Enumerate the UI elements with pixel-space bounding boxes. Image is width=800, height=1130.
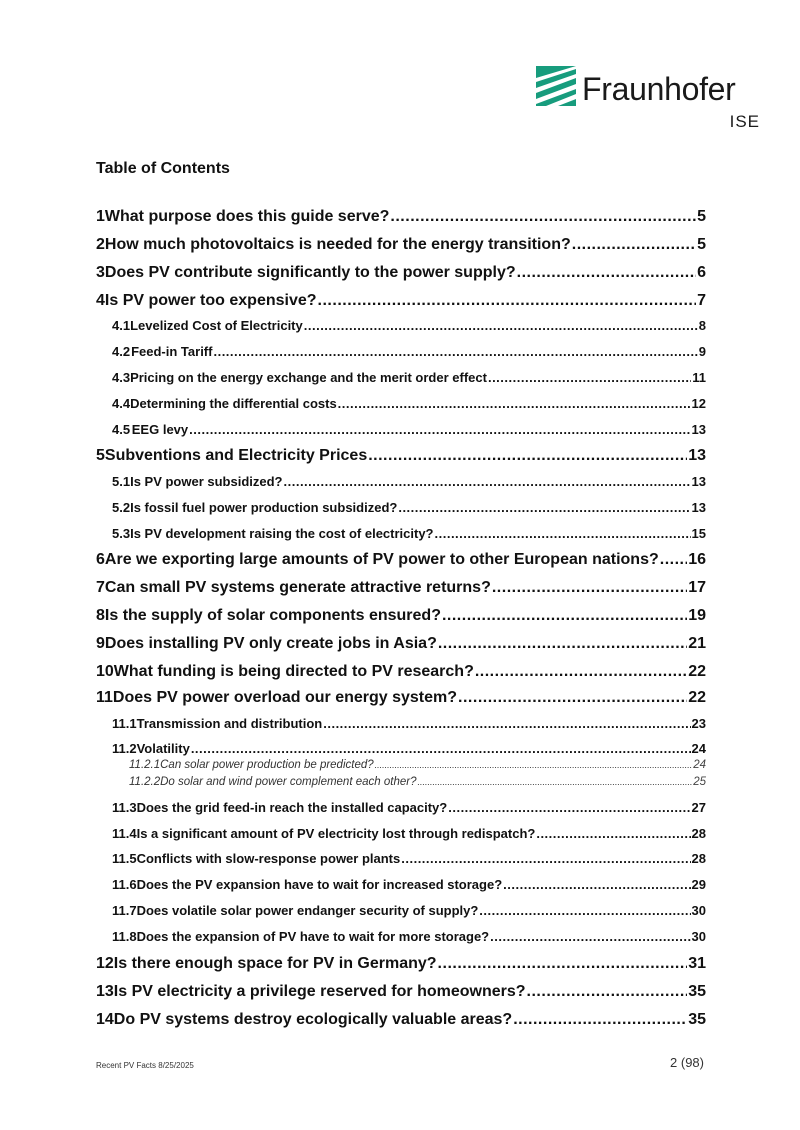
toc-entry[interactable]: [96, 759, 706, 771]
toc-entry[interactable]: [96, 1011, 706, 1029]
toc-entry-page: 19: [688, 607, 706, 624]
toc-entry-title: Conflicts with slow-response power plants: [136, 851, 401, 866]
toc-entry-title: Does volatile solar power endanger security of supply?: [136, 903, 479, 918]
toc-entry-dot-leader: [401, 851, 690, 864]
toc-entry-dot-leader: [390, 208, 696, 224]
toc-entry-page: 24: [693, 759, 706, 771]
toc-entry-page: 21: [688, 635, 706, 652]
toc-entry-dot-leader: [488, 370, 691, 383]
toc-entry[interactable]: [96, 741, 706, 756]
toc-entry-dot-leader: [323, 716, 690, 729]
toc-entry-title: Feed-in Tariff: [131, 344, 213, 359]
toc-entry-title: Can solar power production be predicted?: [160, 759, 374, 771]
toc-entry-title: Is PV power too expensive?: [104, 292, 317, 309]
toc-entry-title: Does the grid feed-in reach the installed capacity?: [136, 800, 448, 815]
toc-entry-page: 28: [691, 826, 706, 841]
logo-sub: ISE: [729, 112, 760, 131]
fraunhofer-logo-mark-icon: [536, 66, 576, 106]
toc-entry-number: 4.1: [112, 318, 131, 333]
toc-entry-title: Is the supply of solar components ensured?: [104, 607, 441, 624]
toc-entry-number: 11.6: [112, 877, 137, 892]
toc-entry[interactable]: [96, 370, 706, 385]
toc-entry-number: 5.2: [112, 500, 131, 515]
toc-entry-page: 30: [691, 929, 706, 944]
toc-entry-page: 30: [691, 903, 706, 918]
toc-entry-number: 11.7: [112, 903, 137, 918]
footer-page-number: 2 (98): [670, 1055, 704, 1070]
toc-entry-page: 6: [697, 264, 706, 281]
toc-title: Table of Contents: [96, 160, 230, 177]
toc-entry-number: 5: [96, 447, 105, 464]
toc-entry[interactable]: [96, 579, 706, 597]
toc-entry-page: 13: [691, 474, 706, 489]
toc-entry-page: 23: [691, 716, 706, 731]
toc-entry-dot-leader: [660, 551, 687, 567]
toc-entry-dot-leader: [490, 929, 690, 942]
toc-entry-number: 11.2.2: [129, 776, 161, 788]
toc-entry[interactable]: [96, 500, 706, 515]
toc-entry-title: Is PV power subsidized?: [130, 474, 283, 489]
toc-entry-number: 13: [96, 983, 114, 1000]
toc-entry-page: 31: [688, 955, 706, 972]
toc-entry[interactable]: [96, 474, 706, 489]
toc-entry-page: 15: [691, 526, 706, 541]
toc-entry-dot-leader: [479, 903, 690, 916]
toc-entry-dot-leader: [458, 689, 687, 705]
toc-entry-title: Is there enough space for PV in Germany?: [113, 955, 437, 972]
toc-entry-page: 28: [691, 851, 706, 866]
toc-entry-page: 8: [698, 318, 706, 333]
toc-entry-title: Does PV power overload our energy system?: [112, 689, 458, 706]
toc-entry-dot-leader: [442, 607, 687, 623]
toc-entry[interactable]: [96, 607, 706, 625]
toc-entry-number: 11.2: [112, 741, 137, 756]
toc-entry[interactable]: [96, 689, 706, 707]
toc-entry-page: 25: [693, 776, 706, 788]
fraunhofer-logo: [536, 66, 766, 136]
toc-entry-number: 14: [96, 1011, 114, 1028]
toc-entry-title: Determining the differential costs: [130, 396, 337, 411]
toc-entry-title: Levelized Cost of Electricity: [130, 318, 303, 333]
toc-entry-title: Can small PV systems generate attractive returns?: [104, 579, 491, 596]
toc-entry-dot-leader: [304, 318, 698, 331]
toc-entry-dot-leader: [189, 422, 690, 435]
toc-entry[interactable]: [96, 776, 706, 788]
toc-entry-page: 7: [697, 292, 706, 309]
toc-entry-title: How much photovoltaics is needed for the energy transition?: [104, 236, 571, 253]
toc-entry-page: 22: [688, 689, 706, 706]
toc-entry-page: 27: [691, 800, 706, 815]
toc-entry-number: 6: [96, 551, 105, 568]
toc-entry-title: Pricing on the energy exchange and the merit order effect: [130, 370, 487, 385]
toc-entry-number: 8: [96, 607, 105, 624]
toc-entry-dot-leader: [375, 759, 693, 771]
toc-entry[interactable]: [96, 903, 706, 918]
toc-entry-number: 11.4: [112, 826, 137, 841]
toc-entry-title: Does the PV expansion have to wait for increased storage?: [136, 877, 503, 892]
toc-entry[interactable]: [96, 851, 706, 866]
toc-entry-page: 13: [688, 447, 706, 464]
footer-doc-info: Recent PV Facts 8/25/2025: [96, 1061, 194, 1070]
toc-entry-dot-leader: [503, 877, 690, 890]
toc-entry[interactable]: [96, 877, 706, 892]
toc-entry[interactable]: [96, 344, 706, 359]
toc-entry-page: 22: [688, 663, 706, 680]
toc-entry-dot-leader: [438, 955, 688, 971]
toc-entry-title: Do solar and wind power complement each other?: [160, 776, 417, 788]
toc-entry[interactable]: [96, 526, 706, 541]
toc-entry[interactable]: [96, 929, 706, 944]
toc-entry-number: 11: [96, 689, 113, 706]
toc-entry[interactable]: [96, 264, 706, 282]
toc-entry-dot-leader: [318, 292, 697, 308]
toc-entry-dot-leader: [213, 344, 697, 357]
toc-entry-title: Volatility: [136, 741, 190, 756]
toc-entry[interactable]: [96, 208, 706, 226]
toc-entry-dot-leader: [398, 500, 690, 513]
toc-entry-page: 17: [688, 579, 706, 596]
toc-entry-dot-leader: [513, 1011, 687, 1027]
toc-entry-dot-leader: [417, 776, 692, 788]
toc-entry-number: 3: [96, 264, 105, 281]
toc-entry-title: What purpose does this guide serve?: [104, 208, 390, 225]
toc-entry-number: 4: [96, 292, 105, 309]
toc-entry-number: 5.3: [112, 526, 131, 541]
toc-entry[interactable]: [96, 983, 706, 1001]
toc-entry-page: 5: [697, 208, 706, 225]
toc-entry-number: 11.2.1: [129, 759, 161, 771]
toc-entry-page: 5: [697, 236, 706, 253]
toc-entry-dot-leader: [438, 635, 687, 651]
toc-entry-dot-leader: [435, 526, 691, 539]
toc-entry-title: Is PV development raising the cost of electricity?: [130, 526, 434, 541]
toc-entry-title: Is fossil fuel power production subsidized?: [130, 500, 398, 515]
toc-entry-number: 4.2: [112, 344, 131, 359]
toc-entry-title: What funding is being directed to PV research?: [113, 663, 474, 680]
toc-entry-number: 11.1: [112, 716, 137, 731]
toc-entry-dot-leader: [475, 663, 687, 679]
toc-entry-page: 16: [688, 551, 706, 568]
toc-entry-number: 9: [96, 635, 105, 652]
toc-entry[interactable]: [96, 447, 706, 465]
toc-entry[interactable]: [96, 663, 706, 681]
toc-entry-dot-leader: [448, 800, 690, 813]
toc-entry-title: Does installing PV only create jobs in Asia?: [104, 635, 437, 652]
toc-entry-number: 11.3: [112, 800, 137, 815]
toc-entry-title: Do PV systems destroy ecologically valuable areas?: [113, 1011, 513, 1028]
toc-entry-number: 4.5: [112, 422, 131, 437]
toc-entry-title: Is PV electricity a privilege reserved for homeowners?: [113, 983, 526, 1000]
toc-entry-page: 13: [691, 422, 706, 437]
toc-entry-dot-leader: [191, 741, 691, 754]
toc-entry-number: 5.1: [112, 474, 131, 489]
toc-entry-title: EEG levy: [131, 422, 189, 437]
toc-entry-number: 1: [96, 208, 105, 225]
toc-entry[interactable]: [96, 716, 706, 731]
toc-entry-dot-leader: [536, 826, 690, 839]
toc-entry-dot-leader: [338, 396, 691, 409]
toc-entry-page: 12: [691, 396, 706, 411]
toc-entry[interactable]: [96, 826, 706, 841]
toc-entry[interactable]: [96, 318, 706, 333]
toc-entry-number: 4.4: [112, 396, 131, 411]
toc-entry-page: 9: [698, 344, 706, 359]
toc-entry-dot-leader: [492, 579, 687, 595]
toc-entry-number: 11.5: [112, 851, 137, 866]
toc-entry[interactable]: [96, 396, 706, 411]
toc-entry-page: 24: [691, 741, 706, 756]
toc-entry[interactable]: [96, 955, 706, 973]
toc-entry-title: Does the expansion of PV have to wait for more storage?: [136, 929, 490, 944]
toc-entry-dot-leader: [572, 236, 696, 252]
toc-entry-number: 11.8: [112, 929, 137, 944]
toc-entry-title: Subventions and Electricity Prices: [104, 447, 368, 464]
toc-entry-number: 10: [96, 663, 114, 680]
toc-entry-dot-leader: [527, 983, 688, 999]
logo-name: Fraunhofer: [582, 71, 736, 107]
toc-entry-title: Is a significant amount of PV electricity lost through redispatch?: [136, 826, 536, 841]
toc-entry[interactable]: [96, 292, 706, 310]
toc-entry-page: 13: [691, 500, 706, 515]
toc-entry-title: Transmission and distribution: [136, 716, 323, 731]
toc-entry-title: Does PV contribute significantly to the power supply?: [104, 264, 516, 281]
toc-entry[interactable]: [96, 422, 706, 437]
toc-entry-page: 29: [691, 877, 706, 892]
toc-entry-dot-leader: [368, 447, 687, 463]
toc-entry-page: 35: [688, 1011, 706, 1028]
toc-entry-number: 7: [96, 579, 105, 596]
toc-entry[interactable]: [96, 800, 706, 815]
toc-entry-dot-leader: [284, 474, 691, 487]
toc-entry-number: 12: [96, 955, 114, 972]
toc-entry[interactable]: [96, 551, 706, 569]
toc-entry-title: Are we exporting large amounts of PV power to other European nations?: [104, 551, 659, 568]
toc-entry-page: 35: [688, 983, 706, 1000]
toc-entry-page: 11: [692, 370, 706, 385]
toc-entry[interactable]: [96, 635, 706, 653]
toc-entry[interactable]: [96, 236, 706, 254]
toc-entry-number: 4.3: [112, 370, 131, 385]
toc-entry-number: 2: [96, 236, 105, 253]
toc-entry-dot-leader: [517, 264, 696, 280]
